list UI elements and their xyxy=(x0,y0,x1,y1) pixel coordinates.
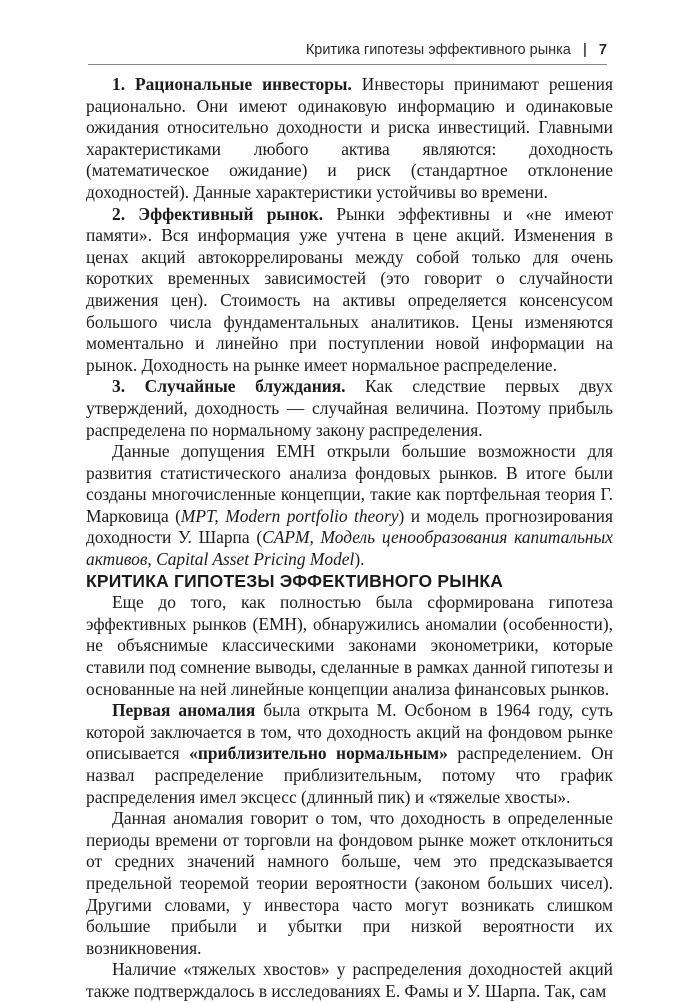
item-label: 1. Рациональные инвесторы. xyxy=(112,74,352,94)
text-run: ). xyxy=(354,549,365,570)
paragraph-heavy-tails: Наличие «тяжелых хвостов» у распределения доходностей акций также подтверждалось в исследованиях Е. Фамы и У. Шарпа. Так, сам xyxy=(86,959,613,1001)
paragraph-random-walk xyxy=(86,376,613,441)
text-run: ) и модель прогнозирования доходности У. Шарпа ( xyxy=(86,505,613,548)
item-text: Инвесторы принимают решения рационально. Они имеют одинаковую информацию и одинаковые ожидания относительно доходности и риска инвестиций. Главными характеристиками любого актива являются: доходность (математическое ожидание) и риск (стандартное отклонение доходностей). Данные характеристики устойчивы во времени. xyxy=(86,74,613,202)
header-rule xyxy=(88,64,607,65)
italic-term: MPT, Modern portfolio theory xyxy=(180,505,399,526)
bold-term: «приблизительно нормальным» xyxy=(189,743,448,764)
item-label: 3. Случайные блуждания. xyxy=(112,376,346,397)
paragraph-first-anomaly xyxy=(86,700,613,808)
paragraph-emh-assumptions xyxy=(86,441,613,571)
paragraph-efficient-market xyxy=(86,204,613,377)
paragraph-anomaly-meaning: Данная аномалия говорит о том, что доходность в определенные периоды времени от торговли на фондовом рынке может отклониться от средних значений намного больше, чем это предсказывается предельной теоремой теории вероятности (законом больших чисел). Другими словами, у инвестора часто могут возникать слишком большие прибыли и убытки при низкой вероятности их возникновения. xyxy=(86,808,613,958)
italic-term: CAPM, Модель ценообразования капитальных активов, Capital Asset Pricing Model xyxy=(86,527,614,570)
item-text: Рынки эффективны и «не имеют памяти». Вся информация уже учтена в цене акций. Изменения в ценах акций автокоррелированы между собой только для очень коротких временных зависимостей (это говорит о случайности движения цен). Стоимость на активы определяется консенсусом большого числа фундаментальных аналитиков. Цены изменяются моментально и линейно при поступлении новой информации на рынок. Доходность на рынке имеет нормальное распределение. xyxy=(86,203,614,375)
running-header-title: Критика гипотезы эффективного рынка xyxy=(305,42,571,58)
body-text xyxy=(86,74,613,1003)
page-number: 7 xyxy=(598,42,607,58)
text-run: была открыта М. Осбоном в 1964 году, суть которой заключается в том, что доходность акций на фондовом рынке описывается xyxy=(86,700,613,764)
running-header xyxy=(88,42,607,58)
section-title: КРИТИКА ГИПОТЕЗЫ ЭФФЕКТИВНОГО РЫНКА xyxy=(86,570,504,591)
text-run: распределением. Он назвал распределение приблизительным, потому что график распределения имел эксцесс (длинный пик) и «тяжелые хвосты». xyxy=(86,743,613,807)
paragraph-intro: Еще до того, как полностью была сформирована гипотеза эффективных рынков (ЕМН), обнаружились аномалии (особенности), не объяснимые классическими законами эконометрики, которые ставили под сомнение выводы, сделанные в рамках данной гипотезы и основанные на ней линейные концепции анализа финансовых рынков. xyxy=(86,592,613,699)
bold-term: Первая аномалия xyxy=(112,700,256,721)
text-run: Данные допущения ЕМН открыли большие возможности для развития статистического анализа фондовых рынков. В итоге были созданы многочисленные концепции, такие как портфельная теория Г. Марковица ( xyxy=(86,441,613,526)
paragraph-rational-investors xyxy=(86,74,613,204)
item-text: Как следствие первых двух утверждений, доходность — случайная величина. Поэтому прибыль распределена по нормальному закону распределения. xyxy=(86,376,613,440)
item-label: 2. Эффективный рынок. xyxy=(112,203,324,224)
running-header-separator: | xyxy=(582,42,587,58)
